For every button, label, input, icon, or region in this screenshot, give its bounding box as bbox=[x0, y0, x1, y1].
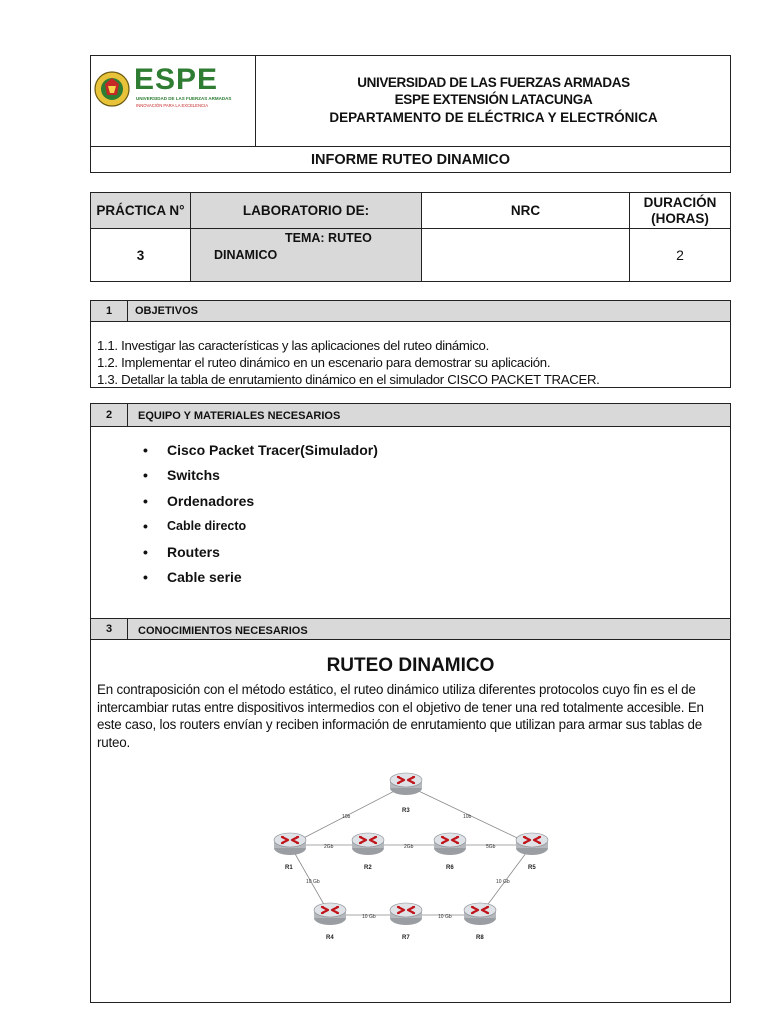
objetivo-item: 1.3. Detallar la tabla de enrutamiento dinámico en el simulador CISCO PACKET TRACER. bbox=[97, 372, 600, 387]
router-icon bbox=[390, 773, 422, 795]
list-item: • Cisco Packet Tracer(Simulador) bbox=[167, 440, 567, 465]
network-diagram bbox=[270, 765, 552, 945]
logo-sub2: INNOVACIÓN PARA LA EXCELENCIA bbox=[136, 103, 208, 108]
router-label: R1 bbox=[285, 865, 293, 871]
router-label: R8 bbox=[476, 935, 484, 941]
department-name: DEPARTAMENTO DE ELÉCTRICA Y ELECTRÓNICA bbox=[329, 110, 658, 125]
objetivo-item: 1.1. Investigar las características y las aplicaciones del ruteo dinámico. bbox=[97, 338, 489, 353]
router-icon bbox=[352, 833, 384, 855]
list-item: • Cable directo bbox=[167, 516, 567, 541]
router-label: R3 bbox=[402, 808, 410, 814]
university-name: UNIVERSIDAD DE LAS FUERZAS ARMADAS bbox=[357, 75, 630, 90]
link-label: 5Gb bbox=[486, 844, 496, 850]
laboratorio-header: LABORATORIO DE: bbox=[190, 192, 422, 229]
router-label: R2 bbox=[364, 865, 372, 871]
topology-svg bbox=[270, 765, 552, 945]
tema-line2: DINAMICO bbox=[214, 248, 278, 262]
link-label: 10b bbox=[463, 814, 472, 820]
link-label: 10 Gb bbox=[496, 879, 510, 885]
duracion-value: 2 bbox=[629, 228, 731, 282]
tema-line1: TEMA: RUTEO bbox=[285, 231, 372, 245]
practica-header: PRÁCTICA N° bbox=[90, 192, 191, 229]
tema-cell bbox=[190, 228, 422, 282]
router-icon bbox=[390, 903, 422, 925]
conocimientos-heading: RUTEO DINAMICO bbox=[326, 655, 495, 676]
campus-name: ESPE EXTENSIÓN LATACUNGA bbox=[394, 92, 593, 107]
objetivo-item: 1.2. Implementar el ruteo dinámico en un escenario para demostrar su aplicación. bbox=[97, 355, 551, 370]
objetivos-title: OBJETIVOS bbox=[127, 300, 731, 322]
objetivos-list bbox=[97, 337, 727, 388]
links bbox=[290, 785, 532, 915]
router-icon bbox=[274, 833, 306, 855]
router-label: R6 bbox=[446, 865, 454, 871]
router-icon bbox=[434, 833, 466, 855]
list-item: • Cable serie bbox=[167, 567, 567, 592]
list-item: • Switchs bbox=[167, 465, 567, 490]
conocimientos-number: 3 bbox=[90, 618, 128, 640]
link-label: 2Gb bbox=[324, 844, 334, 850]
link-label: 10 Gb bbox=[306, 879, 320, 885]
router-icon bbox=[464, 903, 496, 925]
router-label: R7 bbox=[402, 935, 410, 941]
report-title: INFORME RUTEO DINAMICO bbox=[90, 146, 731, 173]
practica-value: 3 bbox=[90, 228, 191, 282]
link-label: 10 Gb bbox=[362, 914, 376, 920]
equipo-number: 2 bbox=[90, 403, 128, 427]
duracion-header: DURACIÓN (HORAS) bbox=[629, 192, 731, 229]
logo-sub1: UNIVERSIDAD DE LAS FUERZAS ARMADAS bbox=[136, 96, 232, 101]
link-label: 2Gb bbox=[404, 844, 414, 850]
logo-text: ESPE bbox=[134, 63, 219, 96]
nrc-value bbox=[421, 228, 630, 282]
conocimientos-title: CONOCIMIENTOS NECESARIOS bbox=[127, 618, 731, 640]
equipo-title: EQUIPO Y MATERIALES NECESARIOS bbox=[127, 403, 731, 427]
objetivos-number: 1 bbox=[90, 300, 128, 322]
router-label: R5 bbox=[528, 865, 536, 871]
link-label: 10 Gb bbox=[438, 914, 452, 920]
router-label: R4 bbox=[326, 935, 334, 941]
link-label: 10b bbox=[342, 814, 351, 820]
list-item: • Ordenadores bbox=[167, 491, 567, 516]
router-icon bbox=[314, 903, 346, 925]
router-icon bbox=[516, 833, 548, 855]
espe-logo bbox=[92, 62, 252, 117]
conocimientos-paragraph: En contraposición con el método estático, el ruteo dinámico utiliza diferentes protocolos cuyo fin es el de intercambiar rutas entre dispositivos intermedios con el objetivo de tener una red totalmente accesible. En este caso, los routers envían y reciben información de enrutamiento que utilizan para armar sus tablas de ruteo. bbox=[97, 682, 704, 750]
nrc-header: NRC bbox=[421, 192, 630, 229]
equipo-list bbox=[167, 440, 567, 592]
list-item: • Routers bbox=[167, 542, 567, 567]
